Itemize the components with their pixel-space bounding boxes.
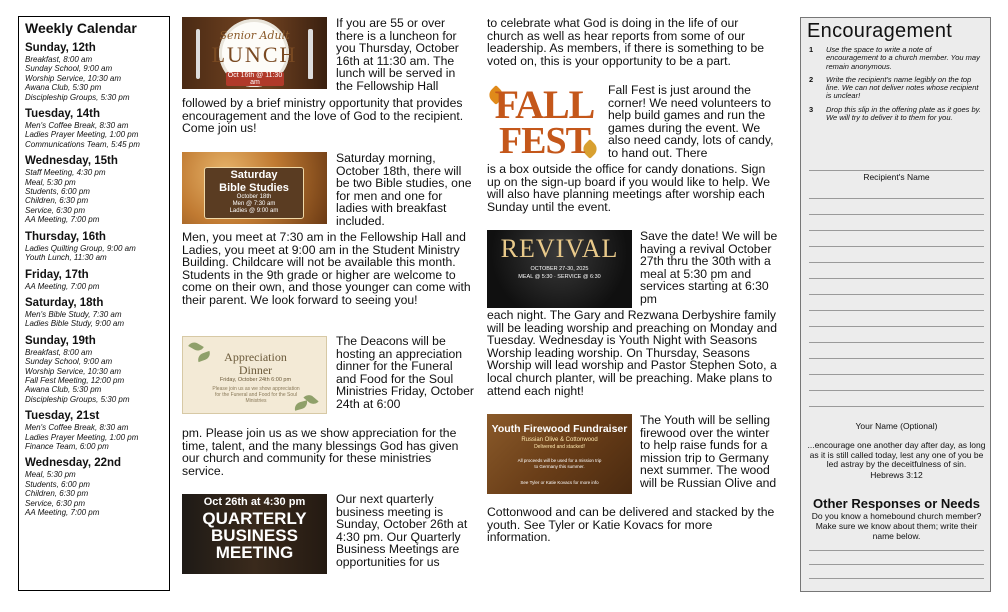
fallfest-full-text: is a box outside the office for candy donations. Sign up on the sign-up board if you would like to help. We will also have planning meetings after worship each Sunday until the event.	[487, 162, 770, 214]
lunch-image-line2: LUNCH	[211, 42, 298, 67]
firewood-image-line3: Delivered and stacked!	[534, 444, 585, 450]
calendar-day-name: Friday, 17th	[25, 268, 89, 281]
lunch-image-line1: Senior Adult	[219, 29, 290, 42]
calendar-event: Ladies Prayer Meeting, 1:00 pm	[25, 130, 139, 140]
verse-reference: Hebrews 3:12	[870, 470, 923, 480]
appreciation-image-line4: Please join us as we show appreciation for the Funeral and Food for the Soul Ministries	[212, 386, 300, 404]
fall-fest-image	[487, 84, 602, 162]
calendar-days	[25, 42, 169, 517]
calendar-day-name: Sunday, 12th	[25, 42, 96, 54]
revival-full-text: each night. The Gary and Rezwana Derbyshire family will be leading worship and preaching on Monday and Tuesday. Wednesday is Youth Night with Seasons Worship leading worship. On Thursday, Seasons Worship will lead worship and Pastor Stephen Soto, a local church planter, will be preaching. Make plans to attend each night!	[487, 308, 777, 398]
calendar-event: Men's Coffee Break, 8:30 am	[25, 423, 129, 433]
fall-fest-image-line2: FEST	[498, 120, 591, 162]
appreciation-image-line2: Dinner	[238, 363, 273, 377]
calendar-day-name: Tuesday, 14th	[25, 108, 100, 121]
step-text: Write the recipient's name legibly on the top line. We can not deliver notes whose recipient is unclear!	[826, 74, 979, 101]
note-writing-line[interactable]	[809, 230, 984, 231]
calendar-event: Worship Service, 10:30 am	[25, 366, 122, 376]
calendar-title: Weekly Calendar	[25, 20, 137, 36]
firewood-image-line2: Russian Olive & Cottonwood	[521, 437, 598, 443]
step-number: 1	[809, 45, 814, 54]
note-writing-line[interactable]	[809, 406, 984, 407]
weekly-calendar	[18, 16, 170, 591]
fallfest-side-text: Fall Fest is just around the corner! We need volunteers to help build games and run the games during the event. We also need candy, lots of candy, to hand out. There	[608, 83, 774, 160]
qbm-image-line1: Oct 26th at 4:30 pm	[203, 496, 306, 508]
calendar-day-name: Wednesday, 15th	[25, 155, 118, 168]
note-writing-line[interactable]	[809, 326, 984, 327]
calendar-event: AA Meeting, 7:00 pm	[25, 281, 100, 291]
appreciation-image-line1: Appreciation	[224, 350, 287, 364]
note-writing-line[interactable]	[809, 358, 984, 359]
calendar-day-name: Saturday, 18th	[25, 296, 104, 309]
qbm-image-line2: QUARTERLY	[202, 509, 307, 528]
firewood-image-line1: Youth Firewood Fundraiser	[491, 423, 628, 435]
calendar-day-name: Tuesday, 21st	[25, 410, 100, 423]
bible-image-line3: October 18th	[236, 194, 272, 200]
encouragement-step	[809, 74, 984, 101]
revival-image-line3: MEAL @ 5:30 · SERVICE @ 6:30	[518, 274, 601, 280]
bible-image-line4: Men @ 7:30 am	[232, 201, 276, 207]
calendar-day	[25, 108, 169, 149]
calendar-event: Students, 6:00 pm	[25, 187, 90, 197]
calendar-day	[25, 410, 169, 451]
other-writing-line[interactable]	[809, 550, 984, 551]
calendar-event: Discipleship Groups, 5:30 pm	[25, 92, 130, 102]
calendar-event: Youth Lunch, 11:30 am	[25, 253, 107, 263]
recipient-name-label: Recipient's Name	[863, 172, 930, 182]
step-text: Drop this slip in the offering plate as it goes by. We will try to deliver it to them for you.	[826, 104, 981, 123]
note-writing-line[interactable]	[809, 262, 984, 263]
firewood-full-text: Cottonwood and can be delivered and stacked by the youth. See Tyler or Katie Kovacs for more information.	[487, 505, 775, 545]
bible-studies-image	[182, 152, 327, 224]
calendar-event: Awana Club, 5:30 pm	[25, 385, 102, 395]
bible-side-text: Saturday morning, October 18th, there will be two Bible studies, one for men and one for ladies with breakfast included.	[336, 151, 472, 228]
calendar-day	[25, 269, 169, 291]
calendar-event: Men's Coffee Break, 8:30 am	[25, 121, 129, 131]
other-responses-title: Other Responses or Needs	[813, 496, 980, 511]
calendar-event: AA Meeting, 7:00 pm	[25, 215, 100, 225]
business-meeting-image	[182, 494, 327, 574]
note-writing-line[interactable]	[809, 374, 984, 375]
calendar-event: Meal, 5:30 pm	[25, 470, 76, 480]
qbm-image-line3: BUSINESS	[211, 526, 298, 545]
calendar-event: Awana Club, 5:30 pm	[25, 83, 102, 93]
firewood-fundraiser-image	[487, 414, 632, 494]
calendar-event: Children, 6:30 pm	[25, 196, 89, 206]
calendar-event: Fall Fest Meeting, 12:00 pm	[25, 375, 125, 385]
calendar-event: Men's Bible Study, 7:30 am	[25, 309, 122, 319]
firewood-image-line5: See Tyler or Katie Kovacs for more info	[520, 480, 599, 485]
qbm-image-line4: MEETING	[215, 543, 294, 562]
verse-text: ...encourage one another day after day, as long as it is still called today, lest any one of you be led astray by the deceitfulness of sin.	[807, 440, 986, 470]
appreciation-dinner-image	[182, 336, 327, 414]
firewood-image-line4: All proceeds will be used for a mission trip to Germany this summer.	[517, 458, 602, 469]
senior-lunch-image	[182, 17, 327, 89]
step-number: 3	[809, 104, 814, 114]
note-writing-line[interactable]	[809, 390, 984, 391]
revival-side-text: Save the date! We will be having a revival October 27th thru the 30th with a meal at 5:30 pm and services starting at 6:30 pm	[640, 229, 778, 306]
calendar-day	[25, 457, 169, 517]
other-responses-text: Do you know a homebound church member? Make sure we know about them; write their name below.	[811, 511, 982, 541]
calendar-day-name: Sunday, 19th	[25, 334, 96, 347]
fall-fest-image-line1: FALL	[494, 84, 595, 127]
note-writing-line[interactable]	[809, 246, 984, 247]
calendar-event: Breakfast, 8:00 am	[25, 55, 93, 64]
revival-image-line2: OCTOBER 27-30, 2025	[530, 266, 589, 272]
note-writing-line[interactable]	[809, 198, 984, 199]
calendar-day	[25, 231, 169, 263]
encouragement-title: Encouragement	[807, 20, 953, 42]
bible-image-line1: Saturday	[230, 169, 278, 181]
calendar-day	[25, 155, 169, 224]
your-name-label: Your Name (Optional)	[855, 421, 938, 431]
calendar-event: Ladies Prayer Meeting, 1:00 pm	[25, 432, 139, 442]
encouragement-step	[809, 45, 984, 71]
lunch-image-line3: Oct 16th @ 11:30 am	[227, 72, 283, 86]
calendar-event: AA Meeting, 7:00 pm	[25, 508, 100, 517]
note-writing-line[interactable]	[809, 342, 984, 343]
other-writing-line[interactable]	[809, 578, 984, 579]
bible-image-line2: Bible Studies	[219, 182, 289, 194]
calendar-day	[25, 297, 169, 329]
calendar-day	[25, 42, 169, 102]
step-text: Use the space to write a note of encouragement to a church member. You may remain anonymous.	[826, 45, 980, 71]
appreciation-image-line3: Friday, October 24th 6:00 pm	[219, 377, 292, 383]
calendar-event: Finance Team, 6:00 pm	[25, 441, 109, 451]
lunch-side-text: If you are 55 or over there is a luncheon for you Thursday, October 16th at 11:30 am. The lunch will be served in the Fellowship Hall	[336, 16, 459, 93]
bible-image-line5: Ladies @ 9:00 am	[229, 208, 279, 214]
revival-image-line1: REVIVAL	[500, 234, 619, 263]
quarterly-continued-text: to celebrate what God is doing in the life of our church as well as hear reports from some of our leadership. As members, if there is something to be voted on, this is your opportunity to be a part.	[487, 16, 765, 68]
calendar-event: Discipleship Groups, 5:30 pm	[25, 394, 130, 404]
calendar-event: Meal, 5:30 pm	[25, 177, 76, 187]
calendar-event: Children, 6:30 pm	[25, 489, 89, 499]
revival-image	[487, 230, 632, 308]
calendar-event: Ladies Quilting Group, 9:00 am	[25, 243, 136, 253]
recipient-name-line[interactable]	[809, 170, 984, 171]
bible-full-text: Men, you meet at 7:30 am in the Fellowship Hall and Ladies, you meet at 9:00 am in the Student Ministry Building. Childcare will not be available this month. Students in the 9th grade or higher are welcome to come on their own, and those younger can come with their parent. We look forward to seeing you!	[182, 230, 471, 307]
quarterly-side-text: Our next quarterly business meeting is Sunday, October 26th at 4:30 pm. Our Quarterly Business Meetings are opportunities for us	[336, 492, 468, 569]
calendar-event: Service, 6:30 pm	[25, 498, 86, 508]
encouragement-card	[800, 17, 991, 592]
appreciation-full-text: pm. Please join us as we show appreciation for the time, talent, and the many blessings God has given our church and community for these ministries service.	[182, 426, 459, 478]
calendar-event: Staff Meeting, 4:30 pm	[25, 168, 106, 178]
calendar-day-name: Wednesday, 22nd	[25, 457, 122, 470]
calendar-event: Ladies Bible Study, 9:00 am	[25, 319, 125, 329]
calendar-day-name: Thursday, 16th	[25, 230, 106, 243]
other-writing-line[interactable]	[809, 564, 984, 565]
calendar-event: Sunday School, 9:00 am	[25, 64, 113, 74]
appreciation-side-text: The Deacons will be hosting an appreciation dinner for the Funeral and Food for the Soul Ministries Friday, October 24th at 6:00	[336, 334, 474, 411]
calendar-event: Sunday School, 9:00 am	[25, 357, 113, 367]
firewood-side-text: The Youth will be selling firewood over the winter to help raise funds for a mission trip to Germany next summer. The wood will be Russian Olive and	[640, 413, 777, 490]
calendar-event: Students, 6:00 pm	[25, 479, 90, 489]
step-number: 2	[809, 74, 814, 84]
note-writing-line[interactable]	[809, 294, 984, 295]
note-writing-line[interactable]	[809, 214, 984, 215]
bible-studies-badge	[204, 167, 304, 219]
calendar-event: Communications Team, 5:45 pm	[25, 139, 140, 149]
note-writing-line[interactable]	[809, 310, 984, 311]
encouragement-step	[809, 104, 984, 123]
note-writing-line[interactable]	[809, 278, 984, 279]
calendar-event: Service, 6:30 pm	[25, 205, 86, 215]
calendar-event: Worship Service, 10:30 am	[25, 73, 122, 83]
lunch-full-text: followed by a brief ministry opportunity that provides encouragement and the love of God to the recipient. Come join us!	[182, 96, 464, 136]
calendar-day	[25, 335, 169, 404]
calendar-event: Breakfast, 8:00 am	[25, 347, 93, 357]
